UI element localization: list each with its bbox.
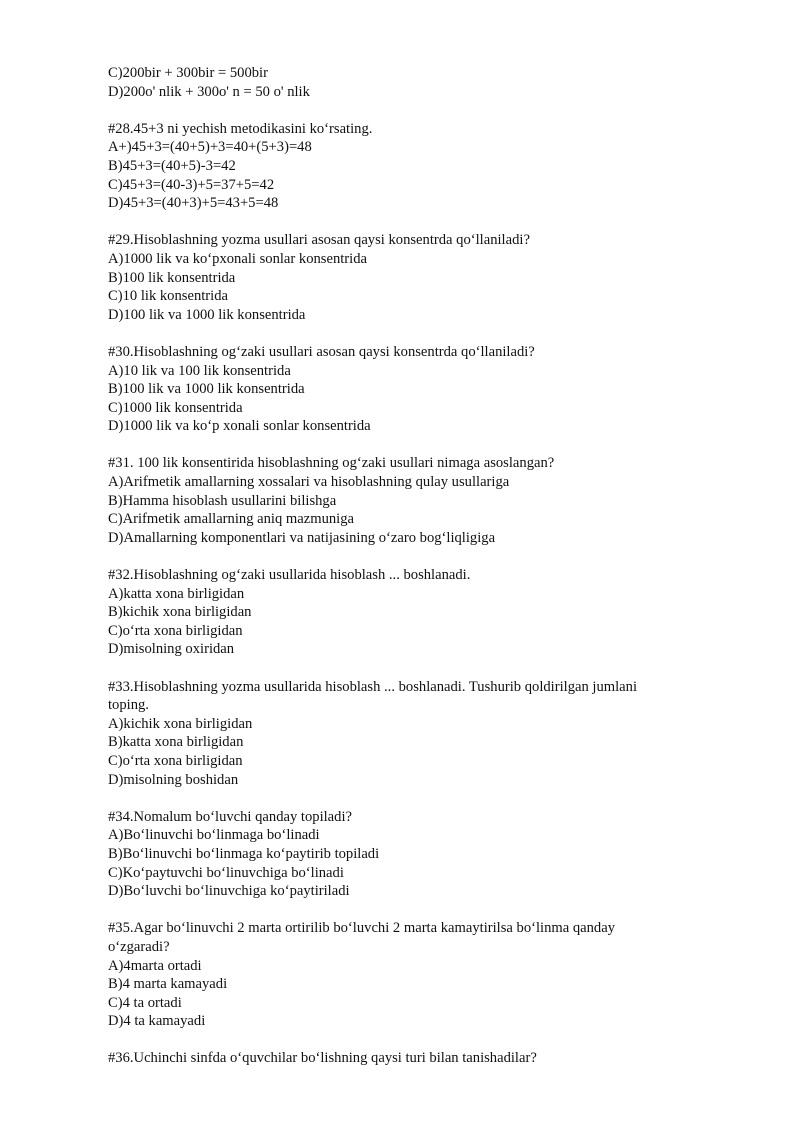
document-page <box>108 64 708 1068</box>
answer-option: B)Hamma hisoblash usullarini bilishga <box>108 492 337 509</box>
question-text: #29.Hisoblashning yozma usullari asosan qaysi konsentrda qo‘llaniladi? <box>108 232 530 249</box>
question-30 <box>108 343 708 436</box>
answer-option: B)100 lik va 1000 lik konsentrida <box>108 381 305 398</box>
answer-option: A+)45+3=(40+5)+3=40+(5+3)=48 <box>108 139 312 156</box>
answer-option: D)misolning oxiridan <box>108 641 235 658</box>
answer-option: D)Bo‘luvchi bo‘linuvchiga ko‘paytiriladi <box>108 883 350 900</box>
answer-option: A)4marta ortadi <box>108 957 202 974</box>
question-text: o‘zgaradi? <box>108 938 170 955</box>
answer-option: D)Amallarning komponentlari va natijasining o‘zaro bog‘liqligiga <box>108 529 496 546</box>
question-text: #32.Hisoblashning og‘zaki usullarida hisoblash ... boshlanadi. <box>108 567 471 584</box>
answer-option: A)10 lik va 100 lik konsentrida <box>108 362 291 379</box>
answer-option: B)45+3=(40+5)-3=42 <box>108 157 236 174</box>
answer-option: A)1000 lik va ko‘pxonali sonlar konsentrida <box>108 250 367 267</box>
answer-option: C)Ko‘paytuvchi bo‘linuvchiga bo‘linadi <box>108 864 344 881</box>
question-31 <box>108 454 708 547</box>
answer-option: D)100 lik va 1000 lik konsentrida <box>108 306 306 323</box>
answer-option: C)10 lik konsentrida <box>108 288 228 305</box>
answer-option: B)100 lik konsentrida <box>108 269 236 286</box>
question-text: #34.Nomalum bo‘luvchi qanday topiladi? <box>108 808 352 825</box>
answer-option: A)katta xona birligidan <box>108 585 245 602</box>
answer-option: A)Arifmetik amallarning xossalari va hisoblashning qulay usullariga <box>108 474 510 491</box>
question-text: #36.Uchinchi sinfda o‘quvchilar bo‘lishning qaysi turi bilan tanishadilar? <box>108 1050 537 1067</box>
answer-option: B)Bo‘linuvchi bo‘linmaga ko‘paytirib topiladi <box>108 845 380 862</box>
answer-option: C)Arifmetik amallarning aniq mazmuniga <box>108 511 354 528</box>
answer-option: D)misolning boshidan <box>108 771 239 788</box>
answer-option: D)4 ta kamayadi <box>108 1013 206 1030</box>
answer-option: B)4 marta kamayadi <box>108 976 228 993</box>
question-33 <box>108 678 708 790</box>
answer-option: A)kichik xona birligidan <box>108 715 253 732</box>
question-text: #31. 100 lik konsentirida hisoblashning og‘zaki usullari nimaga asoslangan? <box>108 455 555 472</box>
answer-option: C)o‘rta xona birligidan <box>108 622 243 639</box>
question-36 <box>108 1049 708 1068</box>
answer-option: A)Bo‘linuvchi bo‘linmaga bo‘linadi <box>108 827 320 844</box>
answer-option: C)o‘rta xona birligidan <box>108 752 243 769</box>
question-32 <box>108 566 708 659</box>
question-text: toping. <box>108 697 149 714</box>
question-text: #33.Hisoblashning yozma usullarida hisoblash ... boshlanadi. Tushurib qoldirilgan jumlani <box>108 678 637 695</box>
answer-option: B)katta xona birligidan <box>108 734 244 751</box>
answer-option: B)kichik xona birligidan <box>108 604 252 621</box>
question-text: #35.Agar bo‘linuvchi 2 marta ortirilib bo‘luvchi 2 marta kamaytirilsa bo‘linma qanday <box>108 920 615 937</box>
answer-option: D)1000 lik va ko‘p xonali sonlar konsentrida <box>108 418 371 435</box>
question-28 <box>108 120 708 213</box>
question-29 <box>108 231 708 324</box>
answer-option: C)1000 lik konsentrida <box>108 399 243 416</box>
answer-option: C)200bir + 300bir = 500bir <box>108 65 268 81</box>
answer-option: D)45+3=(40+3)+5=43+5=48 <box>108 195 279 212</box>
question-text: #28.45+3 ni yechish metodikasini ko‘rsating. <box>108 120 373 137</box>
question-34 <box>108 808 708 901</box>
answer-option: C)45+3=(40-3)+5=37+5=42 <box>108 176 275 193</box>
answer-option: D)200o' nlik + 300o' n = 50 o' nlik <box>108 83 310 100</box>
question-text: #30.Hisoblashning og‘zaki usullari asosan qaysi konsentrda qo‘llaniladi? <box>108 343 535 360</box>
question-35 <box>108 919 708 1031</box>
answer-option: C)4 ta ortadi <box>108 994 182 1011</box>
answer-block-prev <box>108 64 708 101</box>
